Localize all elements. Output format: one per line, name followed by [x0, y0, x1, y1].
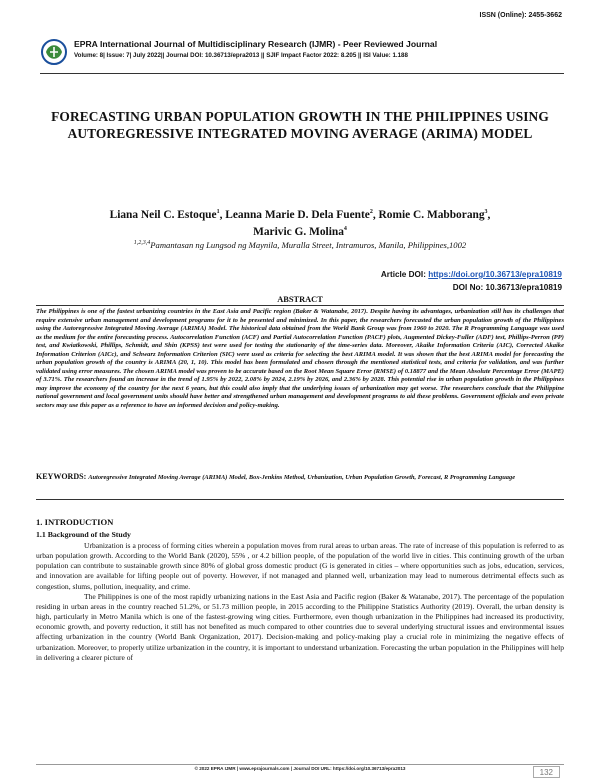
author-name: Marivic G. Molina	[253, 226, 344, 238]
page-number: 132	[533, 766, 560, 778]
author-separator: ,	[487, 209, 491, 221]
affiliation: $^{1,2,3,4}$Pamantasan ng Lungsod ng Maynila, Muralla Street, Intramuros, Manila, Philippines,1002	[133, 240, 467, 250]
author-separator: ,	[219, 209, 226, 221]
journal-name: EPRA International Journal of Multidisciplinary Research (IJMR) - Peer Reviewed Journal	[74, 39, 438, 49]
keywords	[36, 472, 564, 482]
author-name: Liana Neil C. Estoque	[109, 209, 217, 221]
author-name: Leanna Marie D. Dela Fuente	[225, 209, 370, 221]
paper-title: FORECASTING URBAN POPULATION GROWTH IN THE PHILIPPINES USING AUTOREGRESSIVE INTEGRATED MOVING AVERAGE (ARIMA) MODEL	[51, 109, 549, 141]
keywords-divider	[36, 499, 564, 500]
author-separator: ,	[372, 209, 379, 221]
keywords-text: Autoregressive Integrated Moving Average (ARIMA) Model, Box-Jenkins Method, Urbanization, Urban Population Growth, Forecast, R Programming Language	[88, 474, 516, 481]
journal-logo-icon	[40, 38, 68, 66]
author-affil-marker: 4	[343, 226, 347, 233]
author-affil-marker: 2	[369, 209, 373, 216]
paragraph: Urbanization is a process of forming cities wherein a population moves from rural areas to urban areas. The rate of increase of this population is referred to as urban population growth. According to the World Bank (2020), 55% , or 4.2 billion people, of the population of the world live in cities. This continuing growth of the urban population can contribute to sustainable growth since 80% of global gross domestic product (G is generated in cities – where opportunities such as jobs, education, services, and innovation are available for lifting people out of poverty. However, if not managed and planned well, urbanization may lead to numerous detrimental effects such as congestion, slums, pollution, inequality, and crime.	[36, 541, 564, 591]
abstract-text: The Philippines is one of the fastest urbanizing countries in the East Asia and Pacific region (Baker & Watanabe, 2017). Despite having its advantages, urbanization still has its challenges that require extensive urban management and development programs for it to be presented and minimized. In this paper, the researchers forecasted the urban population growth of the Philippines using the Autoregressive Integrated Moving Average (ARIMA) Model. The historical data obtained from the World Bank Group was from 1960 to 2020. The R Programming Language was used as the medium for the entire forecasting process. Autocorrelation Function (ACF) and Partial Autocorrelation Function (PACF) plots, Augmented Dickey-Fuller (ADF) test, Phillips-Perron (PP) test, and Kwiatkowski, Phillips, Schmidt, and Shin (KPSS) test were used for testing the stationarity of the time-series data. Moreover, Akaike Information Criteria (AIC), Corrected Akaike Information Criterion (AICc), and Schwarz Information Criterion (SIC) were used as criteria for selecting the best ARIMA model. It was shown that the best ARIMA model for forecasting the urban population growth of the country is ARIMA (20, 1, 10). This model has been formulated and chosen through the mentioned statistical tests, and criteria for validation, and was further validated using error measures. The chosen ARIMA model was proven to be accurate based on the Root Mean Square Error (RMSE) of 0.18877 and the Mean Absolute Percentage Error (MAPE) of 3.71%. The researchers found an increase in the trend of 1.95% by 2022, 2.08% by 2024, 2.19% by 2026, and 2.36% by 2028. This potential rise in urban population growth in the Philippines may improve the economy of the country for the next 6 years, but this could also imply that the underlying issues of urbanization may get worse. The researchers conclude that the Philippine national government and local government units should have better and strengthened urban management and development programs to aid these problems. Government officials and even private sectors may use this paper as a reference to have an informed decision and policy-making.	[36, 308, 564, 410]
introduction-body	[36, 541, 564, 663]
author-name: Romie C. Mabborang	[378, 209, 485, 221]
peer-reviewed-label: - Peer Reviewed Journal	[335, 39, 438, 49]
paragraph: The Philippines is one of the most rapidly urbanizing nations in the East Asia and Pacific region (Baker & Watanabe, 2017). The percentage of the population residing in urban areas in the country reached 51.2%, or 51.73 million people, in 2015 according to the Philippine Statistics Authority (2019). Overall, the urban density is high, particularly in Metro Manila which is one of the fastest-growing wing cities. Furthermore, even though urbanization in the Philippines had increased its productivity, economic growth, and poverty reduction, it still has not benefited as much compared to other countries due to several underlying structural issues and environmental issues affecting urbanization in the country (World Bank Organization, 2017). Decision-making and policy-making play a crucial role in minimizing the negative effects of urbanization. Moreover, to properly utilize urbanization in the country, it is important to understand urbanization. Forecasting the urban population in the Philippines will help in delivering a clearer picture of	[36, 591, 564, 662]
journal-header	[40, 36, 570, 70]
subsection-heading: 1.1 Background of the Study	[36, 530, 131, 539]
footer-text: © 2022 EPRA IJMR | www.eprajournals.com | Journal DOI URL: https://doi.org/10.36713/epra2013	[194, 766, 406, 771]
footer-divider	[36, 764, 564, 765]
section-heading: 1. INTRODUCTION	[36, 517, 114, 527]
journal-meta: Volume: 8| Issue: 7| July 2022|| Journal DOI: 10.36713/epra2013 || SJIF Impact Factor 2022: 8.205 || ISI Value: 1.188	[74, 52, 408, 59]
article-doi: Article DOI: https://doi.org/10.36713/epra10819	[380, 270, 562, 279]
author-affil-marker: 1	[216, 209, 220, 216]
affiliation-marker: 1,2,3,4	[133, 240, 151, 247]
header-divider	[40, 73, 564, 74]
abstract-heading: ABSTRACT	[36, 295, 564, 306]
issn: ISSN (Online): 2455-3662	[479, 12, 562, 19]
doi-number: DOI No: 10.36713/epra10819	[452, 283, 562, 292]
keywords-label: KEYWORDS:	[36, 472, 89, 481]
author-list	[40, 207, 560, 241]
author-affil-marker: 3	[484, 209, 488, 216]
article-doi-link[interactable]: https://doi.org/10.36713/epra10819	[428, 270, 562, 279]
